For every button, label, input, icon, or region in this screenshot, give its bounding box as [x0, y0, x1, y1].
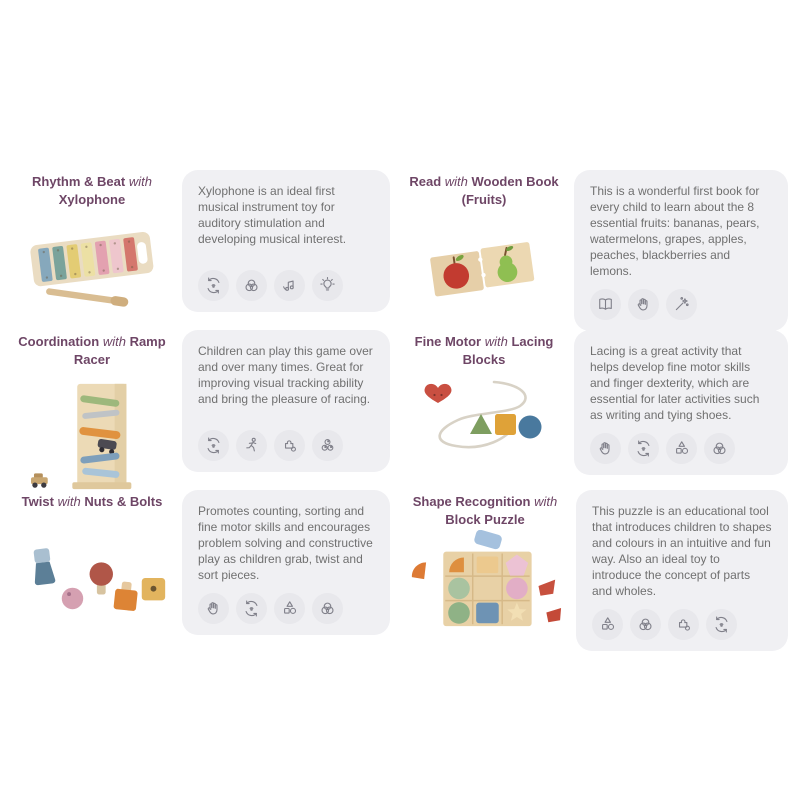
venn-circles-icon	[704, 433, 735, 464]
product-title: Read with Wooden Book (Fruits)	[409, 174, 559, 207]
three-balls-icon	[312, 430, 343, 461]
shapes-icon	[592, 609, 623, 640]
skill-badges	[590, 423, 772, 464]
venn-circles-icon	[236, 270, 267, 301]
hand-icon	[628, 289, 659, 320]
product-description: This puzzle is an educational tool that introduces children to shapes and colours in an intuitive and fun way. Also an ideal toy to introduce the concept of parts and wholes.	[592, 504, 772, 598]
shapes-icon	[666, 433, 697, 464]
skill-badges	[590, 279, 772, 320]
product-description: Xylophone is an ideal first musical instrument toy for auditory stimulation and developing musical interest.	[198, 184, 347, 246]
skill-badges	[198, 583, 374, 624]
shapes-icon	[274, 593, 305, 624]
skill-badges	[198, 260, 374, 301]
venn-circles-icon	[312, 593, 343, 624]
product-title: Fine Motor with Lacing Blocks	[414, 334, 554, 367]
cycle-arrows-icon	[706, 609, 737, 640]
description-card	[182, 170, 390, 312]
skill-badges	[592, 599, 772, 640]
hand-icon	[590, 433, 621, 464]
product-title: Coordination with Ramp Racer	[18, 334, 166, 367]
lightbulb-icon	[312, 270, 343, 301]
skill-badges	[198, 420, 374, 461]
puzzle-piece-icon	[274, 430, 305, 461]
product-title: Rhythm & Beat with Xylophone	[32, 174, 152, 207]
product-cell-nuts-and-bolts	[12, 490, 390, 650]
product-title: Shape Recognition with Block Puzzle	[412, 494, 558, 527]
cycle-arrows-icon	[198, 270, 229, 301]
cycle-arrows-icon	[198, 430, 229, 461]
product-description: Lacing is a great activity that helps develop fine motor skills and finger dexterity, which are essential for later activities such as writing and tying shoes.	[590, 344, 760, 422]
description-card	[574, 330, 788, 475]
description-card	[574, 170, 788, 331]
wooden-book-image	[420, 228, 548, 308]
product-grid	[12, 170, 788, 650]
product-cell-block-puzzle	[404, 490, 788, 650]
running-person-icon	[236, 430, 267, 461]
description-card	[576, 490, 788, 651]
product-cell-wooden-book	[404, 170, 788, 330]
puzzle-piece-icon	[668, 609, 699, 640]
open-book-icon	[590, 289, 621, 320]
product-cell-lacing-blocks	[404, 330, 788, 490]
product-description: Children can play this game over and over many times. Great for improving visual tracking ability and bring the pleasure of racing.	[198, 344, 373, 406]
description-card	[182, 490, 390, 635]
xylophone-image	[18, 220, 166, 312]
product-description: This is a wonderful first book for every child to learn about the 8 essential fruits: bananas, pears, watermelons, grapes, apples, peaches, blackberries and lemons.	[590, 184, 760, 278]
product-description: Promotes counting, sorting and fine motor skills and encourages problem solving and constructive play as children grab, twist and sort pieces.	[198, 504, 373, 582]
hand-music-icon	[274, 270, 305, 301]
product-title: Twist with Nuts & Bolts	[21, 494, 163, 509]
block-puzzle-image	[404, 530, 566, 636]
venn-circles-icon	[630, 609, 661, 640]
nuts-and-bolts-image	[18, 537, 166, 617]
description-card	[182, 330, 390, 472]
cycle-arrows-icon	[236, 593, 267, 624]
magic-wand-icon	[666, 289, 697, 320]
product-cell-xylophone	[12, 170, 390, 330]
cycle-arrows-icon	[628, 433, 659, 464]
hand-icon	[198, 593, 229, 624]
ramp-racer-image	[23, 374, 161, 494]
lacing-blocks-image	[408, 372, 560, 460]
product-cell-ramp-racer	[12, 330, 390, 490]
